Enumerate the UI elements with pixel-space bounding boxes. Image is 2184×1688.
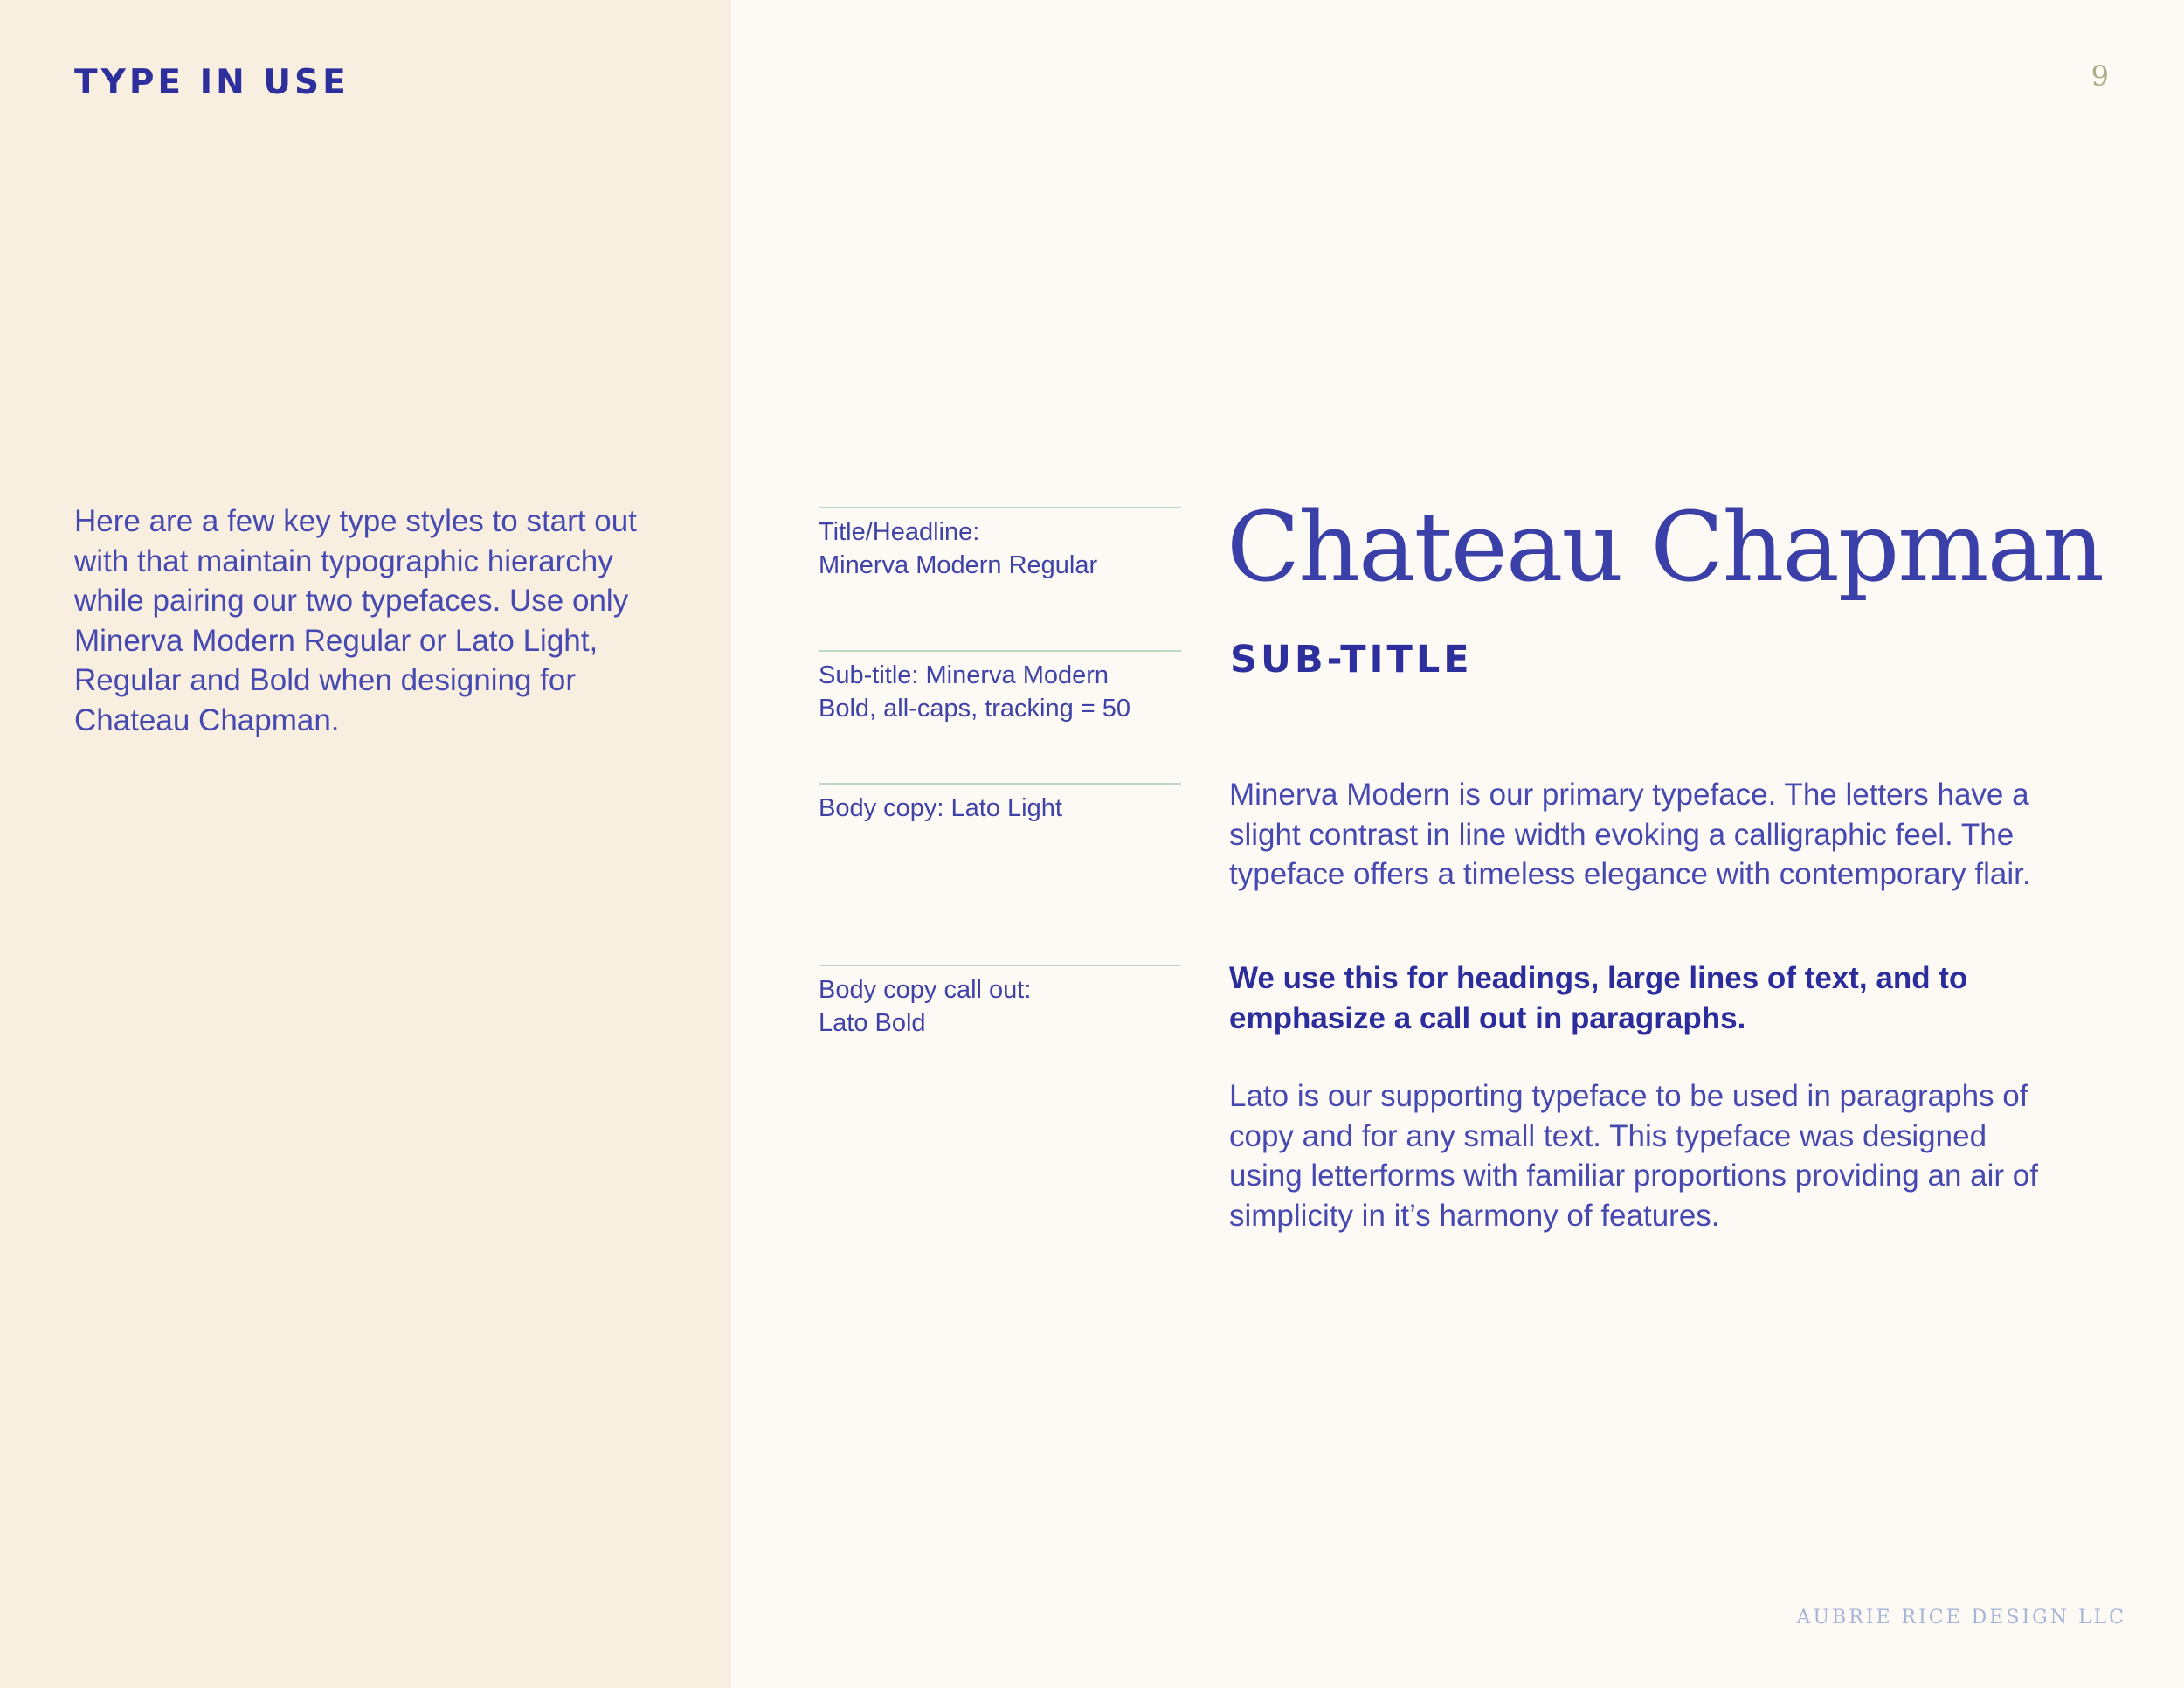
page-number: 9 <box>2091 59 2109 93</box>
footer-credit: AUBRIE RICE DESIGN LLC <box>1796 1607 2126 1629</box>
label-callout <box>819 965 1181 1040</box>
label-subtitle-line1: Sub-title: Minerva Modern <box>819 661 1109 689</box>
label-title-line2: Minerva Modern Regular <box>819 551 1098 579</box>
label-body-line1: Body copy: Lato Light <box>819 794 1062 822</box>
intro-paragraph: Here are a few key type styles to start out with that maintain typographic hierarchy while pairing our two typefaces. Use only Minerva Modern Regular or Lato Light, Regular and Bold when designing for Chateau Chapman. <box>74 504 637 737</box>
sample-body-copy-2: Lato is our supporting typeface to be used in paragraphs of copy and for any small text. This typeface was designed using letterforms with familiar proportions providing an air of simplicity in it’s harmony of features. <box>1229 1079 2038 1233</box>
label-callout-line1: Body copy call out: <box>819 976 1032 1004</box>
sample-subtitle: SUB-TITLE <box>1230 638 1473 681</box>
label-title-headline <box>819 507 1181 582</box>
section-title: TYPE IN USE <box>74 63 349 102</box>
label-callout-line2: Lato Bold <box>819 1009 926 1037</box>
sample-callout: We use this for headings, large lines of text, and to emphasize a call out in paragraphs. <box>1229 961 1968 1035</box>
left-panel <box>0 0 731 1688</box>
label-title-line1: Title/Headline: <box>819 518 980 546</box>
sample-title: Chateau Chapman <box>1227 491 2104 603</box>
label-subtitle <box>819 650 1181 725</box>
label-body-copy <box>819 783 1181 825</box>
sample-body-copy: Minerva Modern is our primary typeface. The letters have a slight contrast in line width evoking a calligraphic feel. The typeface offers a timeless elegance with contemporary flair. <box>1229 778 2031 891</box>
label-subtitle-line2: Bold, all-caps, tracking = 50 <box>819 695 1131 723</box>
